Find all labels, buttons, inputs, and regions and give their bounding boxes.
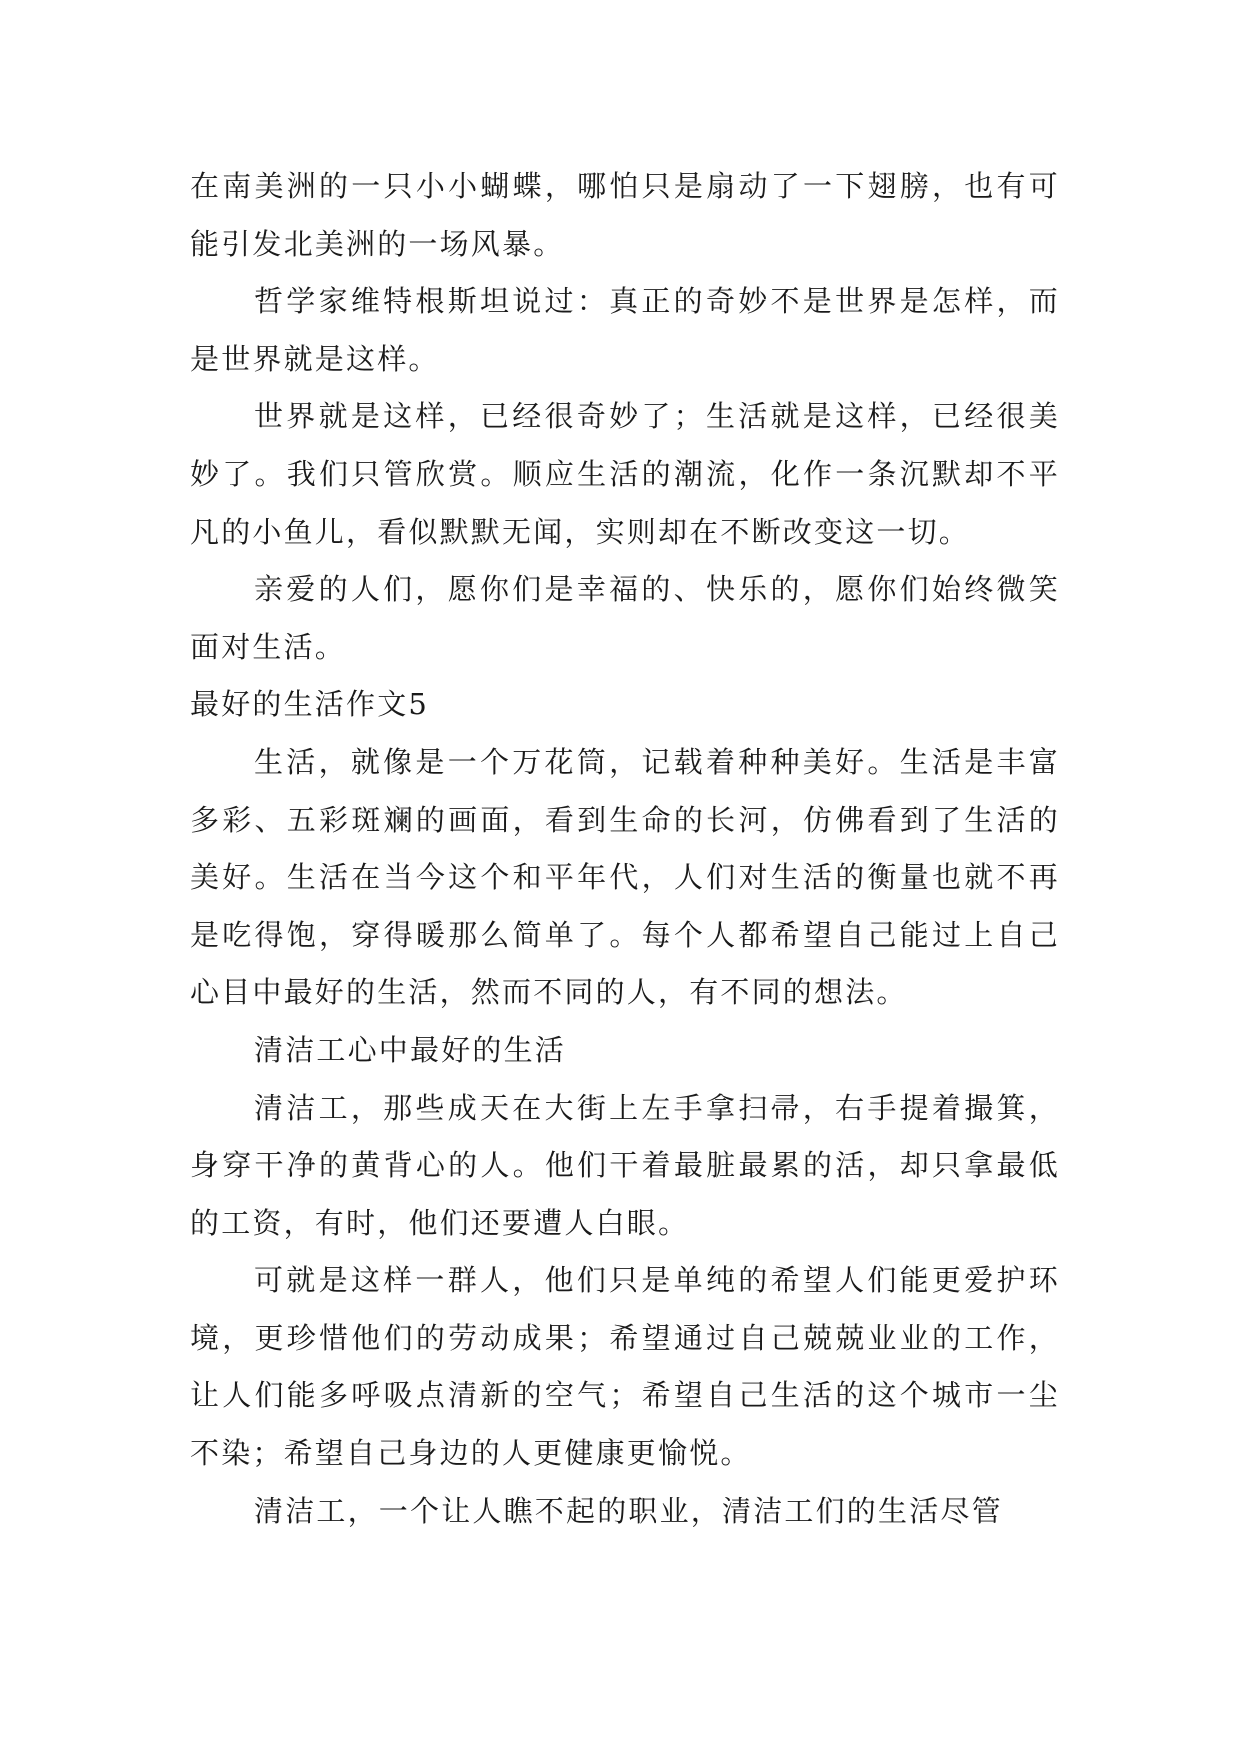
document-body (190, 158, 1060, 1540)
paragraph: 清洁工，那些成天在大街上左手拿扫帚，右手提着撮箕，身穿干净的黄背心的人。他们干着最脏最累的活，却只拿最低的工资，有时，他们还要遭人白眼。 (190, 1090, 1060, 1240)
section-heading: 最好的生活作文5 (190, 687, 430, 722)
paragraph: 清洁工，一个让人瞧不起的职业，清洁工们的生活尽管 (254, 1493, 1003, 1528)
paragraph: 在南美洲的一只小小蝴蝶，哪怕只是扇动了一下翅膀，也有可能引发北美洲的一场风暴。 (190, 169, 1060, 261)
paragraph: 亲爱的人们，愿你们是幸福的、快乐的，愿你们始终微笑面对生活。 (190, 572, 1060, 664)
paragraph: 生活，就像是一个万花筒，记载着种种美好。生活是丰富多彩、五彩斑斓的画面，看到生命的长河，仿佛看到了生活的美好。生活在当今这个和平年代，人们对生活的衡量也就不再是吃得饱，穿得暖那么简单了。每个人都希望自己能过上自己心目中最好的生活，然而不同的人，有不同的想法。 (190, 744, 1060, 1010)
subheading: 清洁工心中最好的生活 (254, 1032, 567, 1067)
paragraph: 可就是这样一群人，他们只是单纯的希望人们能更爱护环境，更珍惜他们的劳动成果；希望通过自己兢兢业业的工作，让人们能多呼吸点清新的空气；希望自己生活的这个城市一尘不染；希望自己身边的人更健康更愉悦。 (190, 1263, 1060, 1471)
paragraph: 世界就是这样，已经很奇妙了；生活就是这样，已经很美妙了。我们只管欣赏。顺应生活的潮流，化作一条沉默却不平凡的小鱼儿，看似默默无闻，实则却在不断改变这一切。 (190, 399, 1060, 549)
paragraph: 哲学家维特根斯坦说过：真正的奇妙不是世界是怎样，而是世界就是这样。 (190, 284, 1060, 376)
